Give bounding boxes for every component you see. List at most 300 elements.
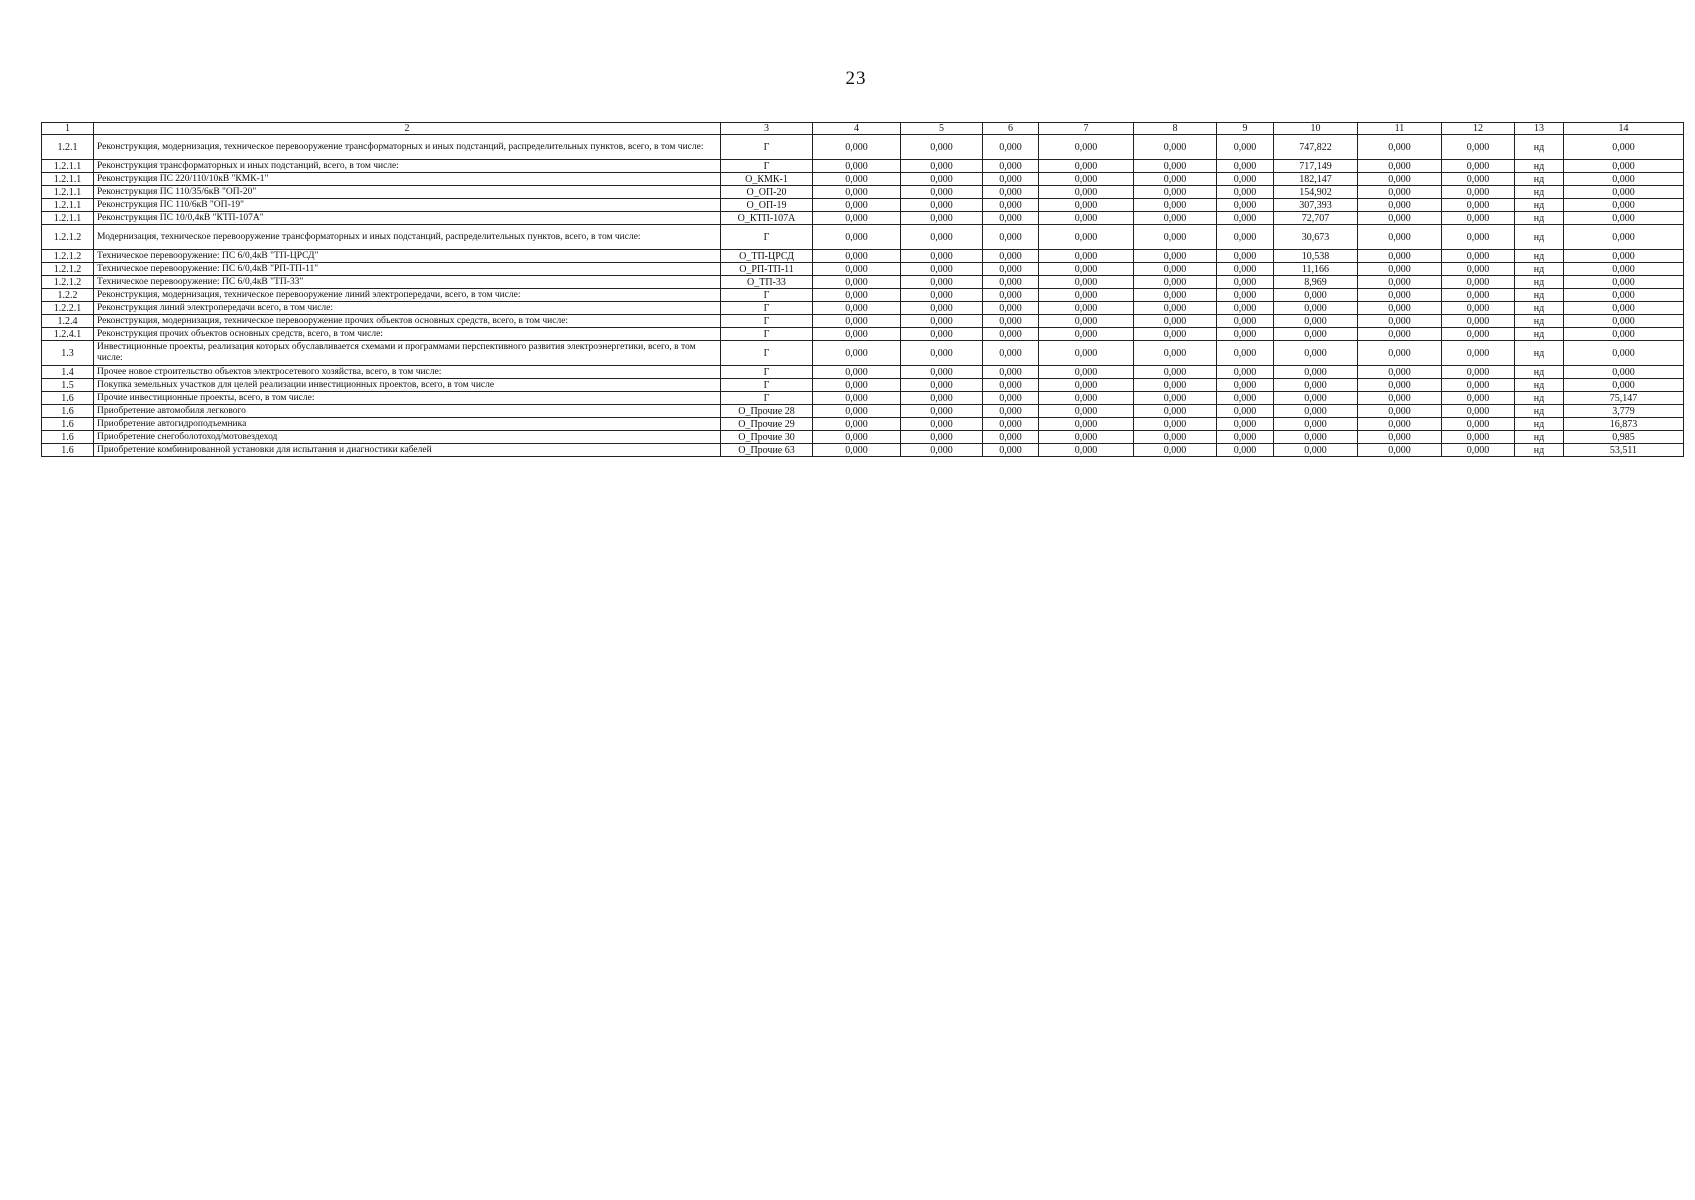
value-cell-col-11: 0,000 <box>1358 431 1442 444</box>
value-cell-col-14: 0,000 <box>1564 263 1684 276</box>
row-number: 1.2.1.2 <box>42 225 94 250</box>
value-cell-col-5: 0,000 <box>901 328 983 341</box>
value-cell-col-9: 0,000 <box>1217 392 1274 405</box>
value-cell-col-13: нд <box>1515 379 1564 392</box>
value-cell-col-8: 0,000 <box>1134 212 1217 225</box>
row-code: О_Прочие 29 <box>721 418 813 431</box>
row-number: 1.4 <box>42 366 94 379</box>
value-cell-col-7: 0,000 <box>1039 302 1134 315</box>
value-cell-col-7: 0,000 <box>1039 405 1134 418</box>
table-row <box>42 263 1684 276</box>
value-cell-col-12: 0,000 <box>1442 431 1515 444</box>
value-cell-col-13: нд <box>1515 341 1564 366</box>
value-cell-col-6: 0,000 <box>983 444 1039 457</box>
value-cell-col-11: 0,000 <box>1358 199 1442 212</box>
value-cell-col-6: 0,000 <box>983 315 1039 328</box>
value-cell-col-7: 0,000 <box>1039 431 1134 444</box>
value-cell-col-8: 0,000 <box>1134 366 1217 379</box>
value-cell-col-12: 0,000 <box>1442 173 1515 186</box>
value-cell-col-10: 0,000 <box>1274 431 1358 444</box>
value-cell-col-13: нд <box>1515 302 1564 315</box>
row-number: 1.2.4.1 <box>42 328 94 341</box>
value-cell-col-6: 0,000 <box>983 392 1039 405</box>
value-cell-col-6: 0,000 <box>983 431 1039 444</box>
value-cell-col-10: 747,822 <box>1274 135 1358 160</box>
value-cell-col-14: 0,000 <box>1564 135 1684 160</box>
value-cell-col-8: 0,000 <box>1134 250 1217 263</box>
value-cell-col-4: 0,000 <box>813 418 901 431</box>
value-cell-col-8: 0,000 <box>1134 199 1217 212</box>
value-cell-col-12: 0,000 <box>1442 225 1515 250</box>
value-cell-col-9: 0,000 <box>1217 328 1274 341</box>
value-cell-col-4: 0,000 <box>813 341 901 366</box>
row-code: О_ТП-ЦРСД <box>721 250 813 263</box>
row-description: Реконструкция линий электропередачи всего, в том числе: <box>94 302 721 315</box>
row-number: 1.6 <box>42 405 94 418</box>
value-cell-col-8: 0,000 <box>1134 186 1217 199</box>
value-cell-col-4: 0,000 <box>813 250 901 263</box>
value-cell-col-11: 0,000 <box>1358 212 1442 225</box>
value-cell-col-10: 154,902 <box>1274 186 1358 199</box>
value-cell-col-14: 0,985 <box>1564 431 1684 444</box>
row-code: Г <box>721 225 813 250</box>
investment-table-container <box>41 122 1683 457</box>
value-cell-col-5: 0,000 <box>901 250 983 263</box>
row-number: 1.2.1.1 <box>42 173 94 186</box>
header-cell-10: 10 <box>1274 123 1358 135</box>
value-cell-col-12: 0,000 <box>1442 392 1515 405</box>
table-header <box>42 123 1684 135</box>
value-cell-col-8: 0,000 <box>1134 418 1217 431</box>
row-number: 1.5 <box>42 379 94 392</box>
value-cell-col-13: нд <box>1515 444 1564 457</box>
value-cell-col-10: 30,673 <box>1274 225 1358 250</box>
value-cell-col-4: 0,000 <box>813 405 901 418</box>
value-cell-col-7: 0,000 <box>1039 392 1134 405</box>
value-cell-col-12: 0,000 <box>1442 328 1515 341</box>
value-cell-col-11: 0,000 <box>1358 315 1442 328</box>
header-cell-3: 3 <box>721 123 813 135</box>
row-code: Г <box>721 302 813 315</box>
row-description: Реконструкция, модернизация, техническое перевооружение прочих объектов основных средств, всего, в том числе: <box>94 315 721 328</box>
header-cell-2: 2 <box>94 123 721 135</box>
value-cell-col-6: 0,000 <box>983 302 1039 315</box>
row-code: Г <box>721 392 813 405</box>
value-cell-col-10: 0,000 <box>1274 405 1358 418</box>
row-number: 1.2.4 <box>42 315 94 328</box>
value-cell-col-4: 0,000 <box>813 276 901 289</box>
value-cell-col-13: нд <box>1515 289 1564 302</box>
value-cell-col-10: 0,000 <box>1274 315 1358 328</box>
header-cell-6: 6 <box>983 123 1039 135</box>
value-cell-col-14: 3,779 <box>1564 405 1684 418</box>
page-number: 23 <box>845 68 867 89</box>
row-number: 1.2.1.2 <box>42 276 94 289</box>
row-code: О_Прочие 28 <box>721 405 813 418</box>
row-code: О_Прочие 63 <box>721 444 813 457</box>
value-cell-col-5: 0,000 <box>901 276 983 289</box>
row-description: Реконструкция ПС 110/35/6кВ "ОП-20" <box>94 186 721 199</box>
row-code: Г <box>721 135 813 160</box>
row-code: О_Прочие 30 <box>721 431 813 444</box>
row-code: Г <box>721 379 813 392</box>
value-cell-col-14: 0,000 <box>1564 341 1684 366</box>
table-row <box>42 341 1684 366</box>
value-cell-col-11: 0,000 <box>1358 173 1442 186</box>
value-cell-col-14: 0,000 <box>1564 173 1684 186</box>
value-cell-col-14: 16,873 <box>1564 418 1684 431</box>
row-description: Реконструкция ПС 10/0,4кВ "КТП-107А" <box>94 212 721 225</box>
value-cell-col-7: 0,000 <box>1039 289 1134 302</box>
value-cell-col-13: нд <box>1515 250 1564 263</box>
value-cell-col-7: 0,000 <box>1039 379 1134 392</box>
value-cell-col-6: 0,000 <box>983 263 1039 276</box>
value-cell-col-10: 0,000 <box>1274 341 1358 366</box>
value-cell-col-12: 0,000 <box>1442 315 1515 328</box>
table-row <box>42 444 1684 457</box>
row-code: Г <box>721 341 813 366</box>
value-cell-col-11: 0,000 <box>1358 366 1442 379</box>
value-cell-col-14: 0,000 <box>1564 289 1684 302</box>
value-cell-col-12: 0,000 <box>1442 444 1515 457</box>
value-cell-col-10: 72,707 <box>1274 212 1358 225</box>
value-cell-col-6: 0,000 <box>983 366 1039 379</box>
value-cell-col-9: 0,000 <box>1217 289 1274 302</box>
value-cell-col-7: 0,000 <box>1039 366 1134 379</box>
row-number: 1.2.1.1 <box>42 199 94 212</box>
value-cell-col-6: 0,000 <box>983 405 1039 418</box>
value-cell-col-14: 0,000 <box>1564 186 1684 199</box>
value-cell-col-7: 0,000 <box>1039 250 1134 263</box>
value-cell-col-10: 0,000 <box>1274 328 1358 341</box>
value-cell-col-8: 0,000 <box>1134 160 1217 173</box>
header-cell-11: 11 <box>1358 123 1442 135</box>
value-cell-col-14: 0,000 <box>1564 160 1684 173</box>
value-cell-col-14: 0,000 <box>1564 315 1684 328</box>
value-cell-col-5: 0,000 <box>901 302 983 315</box>
value-cell-col-6: 0,000 <box>983 289 1039 302</box>
table-row <box>42 173 1684 186</box>
value-cell-col-9: 0,000 <box>1217 135 1274 160</box>
value-cell-col-10: 717,149 <box>1274 160 1358 173</box>
value-cell-col-10: 0,000 <box>1274 302 1358 315</box>
row-description: Техническое перевооружение: ПС 6/0,4кВ "ТП-ЦРСД" <box>94 250 721 263</box>
row-description: Прочие инвестиционные проекты, всего, в том числе: <box>94 392 721 405</box>
value-cell-col-13: нд <box>1515 199 1564 212</box>
table-row <box>42 225 1684 250</box>
table-row <box>42 289 1684 302</box>
value-cell-col-4: 0,000 <box>813 186 901 199</box>
value-cell-col-9: 0,000 <box>1217 366 1274 379</box>
value-cell-col-11: 0,000 <box>1358 250 1442 263</box>
row-description: Реконструкция, модернизация, техническое перевооружение линий электропередачи, всего, в том числе: <box>94 289 721 302</box>
value-cell-col-6: 0,000 <box>983 418 1039 431</box>
value-cell-col-6: 0,000 <box>983 341 1039 366</box>
value-cell-col-5: 0,000 <box>901 315 983 328</box>
value-cell-col-11: 0,000 <box>1358 289 1442 302</box>
value-cell-col-4: 0,000 <box>813 199 901 212</box>
table-row <box>42 379 1684 392</box>
value-cell-col-13: нд <box>1515 328 1564 341</box>
value-cell-col-8: 0,000 <box>1134 225 1217 250</box>
value-cell-col-12: 0,000 <box>1442 212 1515 225</box>
value-cell-col-7: 0,000 <box>1039 276 1134 289</box>
value-cell-col-6: 0,000 <box>983 328 1039 341</box>
row-description: Прочее новое строительство объектов электросетевого хозяйства, всего, в том числе: <box>94 366 721 379</box>
value-cell-col-7: 0,000 <box>1039 341 1134 366</box>
value-cell-col-10: 8,969 <box>1274 276 1358 289</box>
value-cell-col-7: 0,000 <box>1039 160 1134 173</box>
row-number: 1.6 <box>42 418 94 431</box>
value-cell-col-7: 0,000 <box>1039 199 1134 212</box>
header-cell-5: 5 <box>901 123 983 135</box>
value-cell-col-4: 0,000 <box>813 160 901 173</box>
row-code: О_ТП-33 <box>721 276 813 289</box>
value-cell-col-11: 0,000 <box>1358 302 1442 315</box>
value-cell-col-8: 0,000 <box>1134 328 1217 341</box>
value-cell-col-11: 0,000 <box>1358 392 1442 405</box>
value-cell-col-12: 0,000 <box>1442 276 1515 289</box>
row-code: Г <box>721 328 813 341</box>
row-description: Приобретение автогидроподъемника <box>94 418 721 431</box>
value-cell-col-8: 0,000 <box>1134 289 1217 302</box>
value-cell-col-13: нд <box>1515 135 1564 160</box>
value-cell-col-5: 0,000 <box>901 160 983 173</box>
value-cell-col-5: 0,000 <box>901 405 983 418</box>
value-cell-col-14: 0,000 <box>1564 225 1684 250</box>
value-cell-col-9: 0,000 <box>1217 302 1274 315</box>
value-cell-col-10: 11,166 <box>1274 263 1358 276</box>
row-description: Приобретение автомобиля легкового <box>94 405 721 418</box>
value-cell-col-9: 0,000 <box>1217 444 1274 457</box>
table-row <box>42 186 1684 199</box>
header-cell-14: 14 <box>1564 123 1684 135</box>
value-cell-col-12: 0,000 <box>1442 418 1515 431</box>
value-cell-col-6: 0,000 <box>983 199 1039 212</box>
value-cell-col-13: нд <box>1515 212 1564 225</box>
value-cell-col-9: 0,000 <box>1217 212 1274 225</box>
row-number: 1.2.2.1 <box>42 302 94 315</box>
row-number: 1.3 <box>42 341 94 366</box>
value-cell-col-7: 0,000 <box>1039 263 1134 276</box>
value-cell-col-9: 0,000 <box>1217 431 1274 444</box>
row-code: Г <box>721 315 813 328</box>
table-row <box>42 315 1684 328</box>
value-cell-col-10: 0,000 <box>1274 379 1358 392</box>
value-cell-col-8: 0,000 <box>1134 379 1217 392</box>
value-cell-col-7: 0,000 <box>1039 173 1134 186</box>
row-code: О_ОП-19 <box>721 199 813 212</box>
value-cell-col-7: 0,000 <box>1039 212 1134 225</box>
value-cell-col-6: 0,000 <box>983 212 1039 225</box>
value-cell-col-4: 0,000 <box>813 173 901 186</box>
value-cell-col-10: 0,000 <box>1274 289 1358 302</box>
value-cell-col-4: 0,000 <box>813 328 901 341</box>
value-cell-col-6: 0,000 <box>983 379 1039 392</box>
value-cell-col-4: 0,000 <box>813 379 901 392</box>
row-description: Покупка земельных участков для целей реализации инвестиционных проектов, всего, в том числе <box>94 379 721 392</box>
value-cell-col-12: 0,000 <box>1442 289 1515 302</box>
table-row <box>42 392 1684 405</box>
value-cell-col-4: 0,000 <box>813 225 901 250</box>
value-cell-col-14: 0,000 <box>1564 276 1684 289</box>
value-cell-col-6: 0,000 <box>983 225 1039 250</box>
value-cell-col-5: 0,000 <box>901 173 983 186</box>
value-cell-col-9: 0,000 <box>1217 250 1274 263</box>
row-number: 1.2.1.2 <box>42 263 94 276</box>
value-cell-col-13: нд <box>1515 276 1564 289</box>
value-cell-col-14: 0,000 <box>1564 366 1684 379</box>
value-cell-col-12: 0,000 <box>1442 186 1515 199</box>
value-cell-col-9: 0,000 <box>1217 418 1274 431</box>
table-row <box>42 366 1684 379</box>
table-row <box>42 160 1684 173</box>
value-cell-col-13: нд <box>1515 405 1564 418</box>
value-cell-col-6: 0,000 <box>983 135 1039 160</box>
value-cell-col-10: 182,147 <box>1274 173 1358 186</box>
value-cell-col-14: 0,000 <box>1564 199 1684 212</box>
value-cell-col-11: 0,000 <box>1358 418 1442 431</box>
row-code: О_КМК-1 <box>721 173 813 186</box>
value-cell-col-8: 0,000 <box>1134 341 1217 366</box>
value-cell-col-8: 0,000 <box>1134 444 1217 457</box>
row-number: 1.2.1.2 <box>42 250 94 263</box>
row-description: Реконструкция ПС 110/6кВ "ОП-19" <box>94 199 721 212</box>
value-cell-col-8: 0,000 <box>1134 173 1217 186</box>
value-cell-col-5: 0,000 <box>901 135 983 160</box>
value-cell-col-12: 0,000 <box>1442 250 1515 263</box>
row-description: Техническое перевооружение: ПС 6/0,4кВ "ТП-33" <box>94 276 721 289</box>
table-row <box>42 418 1684 431</box>
value-cell-col-14: 0,000 <box>1564 212 1684 225</box>
table-row <box>42 431 1684 444</box>
row-number: 1.2.1.1 <box>42 160 94 173</box>
value-cell-col-8: 0,000 <box>1134 405 1217 418</box>
value-cell-col-5: 0,000 <box>901 341 983 366</box>
value-cell-col-9: 0,000 <box>1217 276 1274 289</box>
value-cell-col-14: 0,000 <box>1564 379 1684 392</box>
value-cell-col-13: нд <box>1515 392 1564 405</box>
value-cell-col-5: 0,000 <box>901 186 983 199</box>
value-cell-col-11: 0,000 <box>1358 276 1442 289</box>
value-cell-col-7: 0,000 <box>1039 444 1134 457</box>
value-cell-col-9: 0,000 <box>1217 341 1274 366</box>
table-row <box>42 302 1684 315</box>
value-cell-col-5: 0,000 <box>901 199 983 212</box>
value-cell-col-11: 0,000 <box>1358 379 1442 392</box>
value-cell-col-9: 0,000 <box>1217 225 1274 250</box>
table-row <box>42 328 1684 341</box>
row-code: Г <box>721 289 813 302</box>
value-cell-col-8: 0,000 <box>1134 431 1217 444</box>
value-cell-col-10: 0,000 <box>1274 418 1358 431</box>
value-cell-col-11: 0,000 <box>1358 186 1442 199</box>
row-description: Реконструкция прочих объектов основных средств, всего, в том числе: <box>94 328 721 341</box>
value-cell-col-13: нд <box>1515 225 1564 250</box>
value-cell-col-7: 0,000 <box>1039 315 1134 328</box>
value-cell-col-11: 0,000 <box>1358 341 1442 366</box>
value-cell-col-11: 0,000 <box>1358 444 1442 457</box>
value-cell-col-11: 0,000 <box>1358 135 1442 160</box>
value-cell-col-14: 75,147 <box>1564 392 1684 405</box>
value-cell-col-9: 0,000 <box>1217 186 1274 199</box>
row-code: Г <box>721 160 813 173</box>
table-row <box>42 199 1684 212</box>
value-cell-col-4: 0,000 <box>813 444 901 457</box>
value-cell-col-13: нд <box>1515 173 1564 186</box>
value-cell-col-10: 0,000 <box>1274 366 1358 379</box>
value-cell-col-5: 0,000 <box>901 392 983 405</box>
value-cell-col-5: 0,000 <box>901 263 983 276</box>
value-cell-col-10: 0,000 <box>1274 392 1358 405</box>
value-cell-col-7: 0,000 <box>1039 225 1134 250</box>
value-cell-col-14: 0,000 <box>1564 328 1684 341</box>
value-cell-col-13: нд <box>1515 186 1564 199</box>
value-cell-col-5: 0,000 <box>901 444 983 457</box>
header-cell-4: 4 <box>813 123 901 135</box>
value-cell-col-8: 0,000 <box>1134 392 1217 405</box>
table-row <box>42 276 1684 289</box>
value-cell-col-9: 0,000 <box>1217 160 1274 173</box>
value-cell-col-10: 307,393 <box>1274 199 1358 212</box>
value-cell-col-13: нд <box>1515 418 1564 431</box>
value-cell-col-4: 0,000 <box>813 366 901 379</box>
value-cell-col-5: 0,000 <box>901 225 983 250</box>
value-cell-col-4: 0,000 <box>813 212 901 225</box>
value-cell-col-14: 53,511 <box>1564 444 1684 457</box>
value-cell-col-12: 0,000 <box>1442 263 1515 276</box>
row-code: О_ОП-20 <box>721 186 813 199</box>
value-cell-col-4: 0,000 <box>813 135 901 160</box>
row-description: Реконструкция трансформаторных и иных подстанций, всего, в том числе: <box>94 160 721 173</box>
value-cell-col-4: 0,000 <box>813 431 901 444</box>
row-number: 1.6 <box>42 444 94 457</box>
value-cell-col-11: 0,000 <box>1358 405 1442 418</box>
value-cell-col-7: 0,000 <box>1039 186 1134 199</box>
header-cell-1: 1 <box>42 123 94 135</box>
value-cell-col-12: 0,000 <box>1442 341 1515 366</box>
value-cell-col-6: 0,000 <box>983 276 1039 289</box>
value-cell-col-4: 0,000 <box>813 392 901 405</box>
header-cell-12: 12 <box>1442 123 1515 135</box>
value-cell-col-5: 0,000 <box>901 212 983 225</box>
value-cell-col-5: 0,000 <box>901 431 983 444</box>
row-description: Техническое перевооружение: ПС 6/0,4кВ "РП-ТП-11" <box>94 263 721 276</box>
value-cell-col-8: 0,000 <box>1134 135 1217 160</box>
value-cell-col-9: 0,000 <box>1217 405 1274 418</box>
row-description: Инвестиционные проекты, реализация которых обуславливается схемами и программами перспективного развития электроэнергетики, всего, в том числе: <box>94 341 721 366</box>
value-cell-col-11: 0,000 <box>1358 328 1442 341</box>
value-cell-col-6: 0,000 <box>983 160 1039 173</box>
row-number: 1.2.1.1 <box>42 186 94 199</box>
value-cell-col-9: 0,000 <box>1217 315 1274 328</box>
header-row <box>42 123 1684 135</box>
value-cell-col-8: 0,000 <box>1134 276 1217 289</box>
header-cell-9: 9 <box>1217 123 1274 135</box>
value-cell-col-12: 0,000 <box>1442 379 1515 392</box>
value-cell-col-4: 0,000 <box>813 302 901 315</box>
row-number: 1.2.2 <box>42 289 94 302</box>
row-number: 1.2.1.1 <box>42 212 94 225</box>
value-cell-col-5: 0,000 <box>901 366 983 379</box>
value-cell-col-12: 0,000 <box>1442 302 1515 315</box>
row-description: Реконструкция ПС 220/110/10кВ "КМК-1" <box>94 173 721 186</box>
table-row <box>42 250 1684 263</box>
value-cell-col-7: 0,000 <box>1039 418 1134 431</box>
value-cell-col-5: 0,000 <box>901 289 983 302</box>
value-cell-col-10: 0,000 <box>1274 444 1358 457</box>
value-cell-col-4: 0,000 <box>813 315 901 328</box>
